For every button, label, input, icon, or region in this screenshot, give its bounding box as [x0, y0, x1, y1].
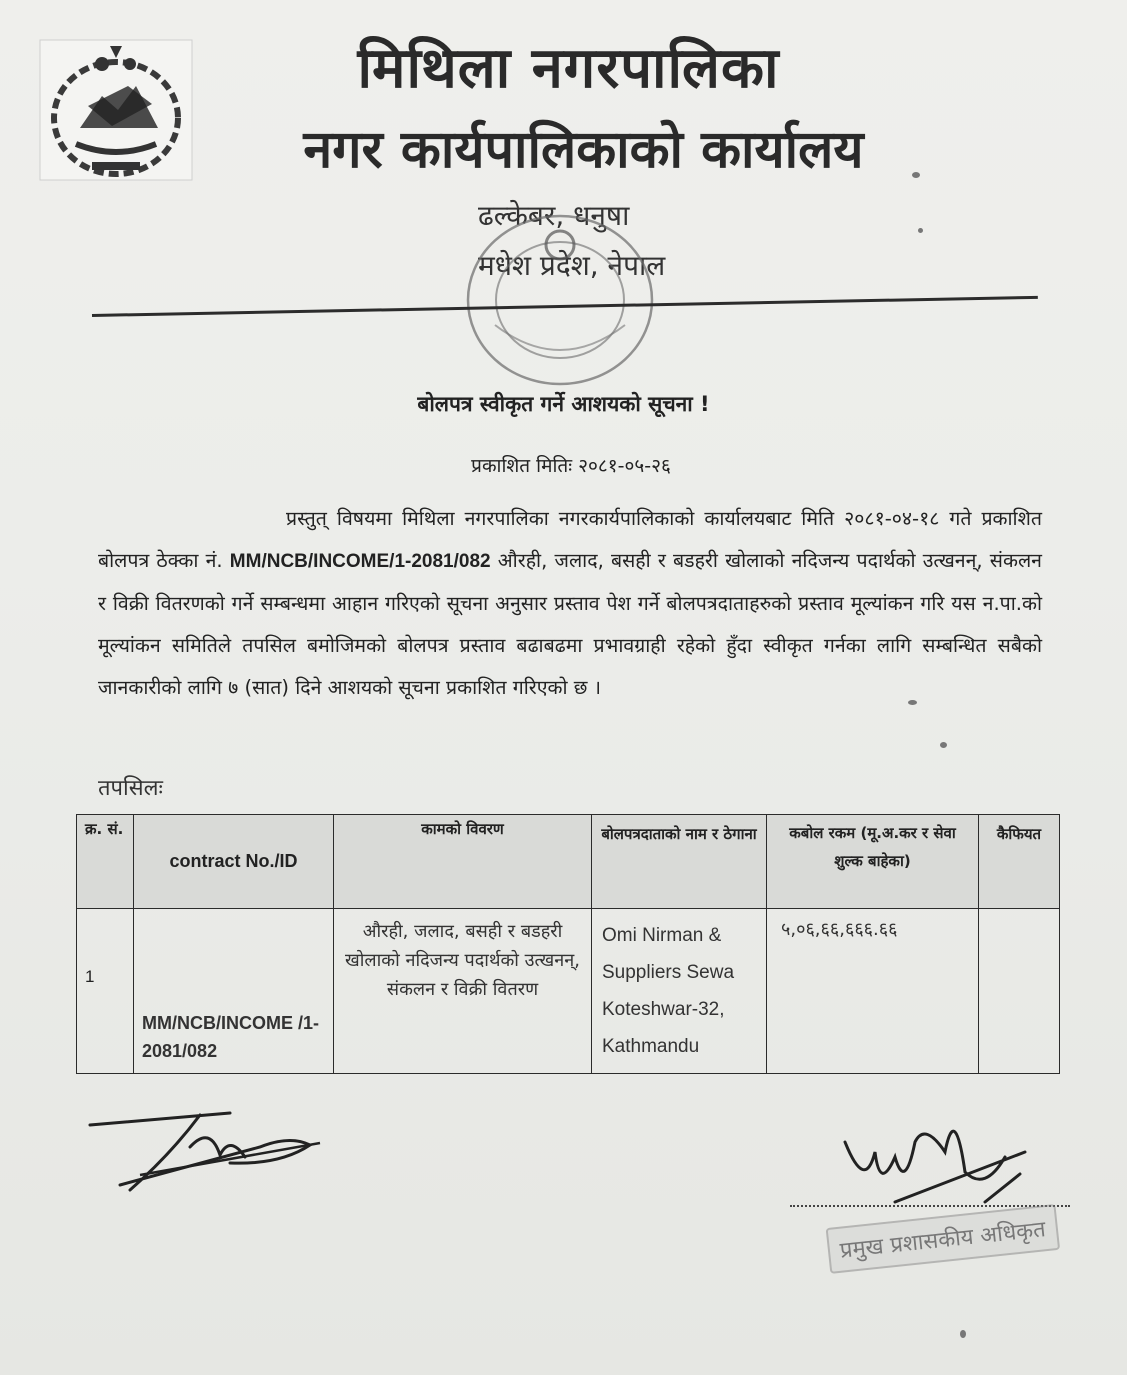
cell-bidder: Omi Nirman & Suppliers Sewa Koteshwar-32, Kathmandu — [592, 909, 767, 1074]
cell-contract-id: MM/NCB/INCOME /1-2081/082 — [134, 909, 334, 1074]
header-bidder: बोलपत्रदाताको नाम र ठेगाना — [592, 815, 767, 909]
notice-body — [98, 498, 1042, 709]
header-sn: क्र. सं. — [77, 815, 134, 909]
speck-mark — [908, 700, 917, 705]
right-signature-icon — [835, 1082, 1035, 1222]
designation-stamp: प्रमुख प्रशासकीय अधिकृत — [826, 1204, 1060, 1274]
speck-mark — [960, 1330, 966, 1338]
notice-title: बोलपत्र स्वीकृत गर्ने आशयको सूचना ! — [417, 392, 710, 416]
table-row — [77, 909, 1060, 1074]
address-line-2: मधेश प्रदेश, नेपाल — [478, 249, 666, 282]
body-text-part1: प्रस्तुत् विषयमा मिथिला नगरपालिका नगरकार्यपालिकाको कार्यालयबाट मिति २०८१-०४-१८ गते प्रकाशित बोलपत्र ठेक्का नं. — [98, 507, 1042, 572]
cell-work-description: औरही, जलाद, बसही र बडहरी खोलाको नदिजन्य पदार्थको उत्खनन्, संकलन र विक्री वितरण — [334, 909, 592, 1074]
address-line-1: ढल्केबर, धनुषा — [478, 199, 630, 232]
body-text-part2: औरही, जलाद, बसही र बडहरी खोलाको नदिजन्य पदार्थको उत्खनन्, संकलन र विक्री वितरणको गर्ने सम्बन्धमा आहान गरिएको सूचना अनुसार प्रस्ताव पेश गर्ने बोलपत्रदाताहरुको प्रस्ताव मूल्यांकन गरि यस न.पा.को मूल्यांकन समितिले तपसिल बमोजिमको बोलपत्र प्रस्ताव बढाबढमा प्रभावग्राही रहेको हुँदा स्वीकृत गर्नका लागि सम्बन्धित सबैको जानकारीको लागि ७ (सात) दिने आशयको सूचना प्रकाशित गरिएको छ । — [98, 549, 1043, 699]
speck-mark — [918, 228, 923, 233]
bid-table — [76, 814, 1060, 1074]
cell-amount: ५,०६,६६,६६६.६६ — [767, 909, 979, 1074]
left-signature-icon — [80, 1085, 340, 1205]
header-amount: कबोल रकम (मू.अ.कर र सेवा शुल्क बाहेका) — [767, 815, 979, 909]
speck-mark — [940, 742, 947, 748]
header-contract-id: contract No./ID — [134, 815, 334, 909]
speck-mark — [912, 172, 920, 178]
office-name: नगर कार्यपालिकाको कार्यालय — [303, 120, 864, 180]
header-work-description: कामको विवरण — [334, 815, 592, 909]
schedule-label: तपसिलः — [98, 776, 163, 801]
table-header-row — [77, 815, 1060, 909]
header-remarks: कैफियत — [979, 815, 1060, 909]
contract-reference: MM/NCB/INCOME/1-2081/082 — [229, 551, 491, 572]
cell-remarks — [979, 909, 1060, 1074]
cell-sn: 1 — [77, 909, 134, 1074]
published-date: प्रकाशित मितिः २०८१-०५-२६ — [471, 455, 671, 477]
org-name: मिथिला नगरपालिका — [357, 36, 780, 101]
